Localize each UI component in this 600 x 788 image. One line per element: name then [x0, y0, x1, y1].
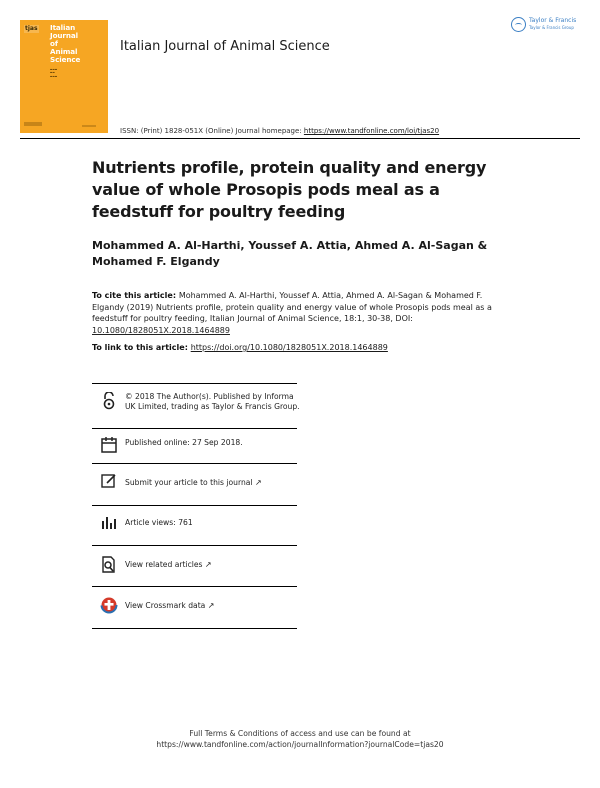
journal-name: Italian Journal of Animal Science	[120, 39, 330, 54]
submit-article-link[interactable]: Submit your article to this journal ↗	[125, 478, 262, 487]
publisher-logo-name: Taylor & Francis	[529, 17, 577, 24]
publisher-logo[interactable]	[511, 16, 586, 36]
external-link-icon: ↗	[254, 478, 262, 487]
journal-homepage-link[interactable]: https://www.tandfonline.com/loi/tjas20	[303, 127, 440, 135]
journal-cover	[20, 20, 108, 133]
citation: To cite this article: Mohammed A. Al-Harthi, Youssef A. Attia, Ahmed A. Al-Sagan & Mohamed F. Elgandy (2019) Nutrients profile, protein quality and energy value of whole Prosopis pods meal as a feedstuff for poultry feeding, Italian Journal of Animal Science, 18:1, 30-38, DOI: 10.1080/1828051X.2018.1464889	[92, 291, 492, 335]
cover-logo: tjas	[25, 25, 38, 32]
info-divider	[92, 505, 297, 506]
footer-terms: Full Terms & Conditions of access and use can be found at	[189, 729, 411, 738]
cover-title: Italian Journal of Animal Science	[50, 23, 81, 64]
external-link-icon: ↗	[207, 601, 215, 610]
issn-line: ISSN: (Print) 1828-051X (Online) Journal homepage: https://www.tandfonline.com/loi/tjas20	[120, 127, 440, 135]
related-articles-icon	[100, 556, 118, 574]
header-divider	[20, 138, 580, 139]
footer	[0, 728, 600, 750]
cover-meta: ▬▬▬ ▬▬ ▬▬▬	[50, 68, 58, 78]
info-divider	[92, 428, 297, 429]
publisher-logo-icon	[511, 17, 526, 32]
article-link-line: To link to this article: https://doi.org/10.1080/1828051X.2018.1464889	[92, 343, 388, 352]
cover-footer-mark	[24, 122, 42, 126]
info-divider	[92, 463, 297, 464]
article-authors: Mohammed A. Al-Harthi, Youssef A. Attia, Ahmed A. Al-Sagan & Mohamed F. Elgandy	[92, 239, 488, 268]
info-divider	[92, 586, 297, 587]
external-link-icon: ↗	[204, 560, 212, 569]
info-divider	[92, 628, 297, 629]
info-divider	[92, 545, 297, 546]
license-text: © 2018 The Author(s). Published by Informa UK Limited, trading as Taylor & Francis Group.	[125, 392, 300, 411]
info-divider	[92, 383, 297, 384]
crossmark-icon	[100, 596, 118, 614]
crossmark-link[interactable]: View Crossmark data ↗	[125, 601, 215, 610]
publisher-logo-sub: Taylor & Francis Group	[529, 25, 574, 30]
footer-url[interactable]: https://www.tandfonline.com/action/journalInformation?journalCode=tjas20	[156, 740, 444, 749]
open-access-icon	[100, 392, 118, 410]
doi-link[interactable]: 10.1080/1828051X.2018.1464889	[92, 325, 230, 335]
edit-icon	[100, 472, 118, 490]
related-articles-link[interactable]: View related articles ↗	[125, 560, 212, 569]
calendar-icon	[100, 436, 118, 454]
cover-footer-mark	[82, 125, 96, 127]
article-link[interactable]: https://doi.org/10.1080/1828051X.2018.1464889	[190, 343, 388, 352]
article-title: Nutrients profile, protein quality and energy value of whole Prosopis pods meal as a feedstuff for poultry feeding	[92, 158, 487, 221]
published-date: Published online: 27 Sep 2018.	[125, 438, 243, 447]
article-views: Article views: 761	[125, 518, 193, 527]
bar-chart-icon	[100, 513, 118, 531]
